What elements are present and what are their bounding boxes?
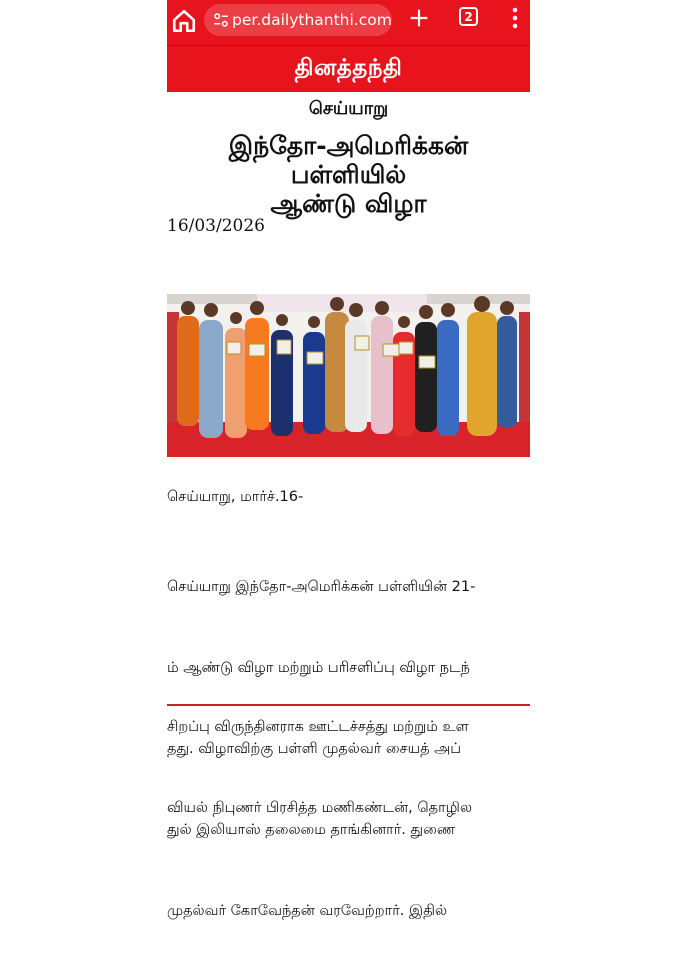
paragraph-1-line: முதல்வர் கோவேந்தன் வரவேற்றார். இதில் bbox=[167, 903, 448, 919]
article-date: 16/03/2026 bbox=[167, 216, 265, 236]
paragraph-1-line: தது. விழாவிற்கு பள்ளி முதல்வர் சையத் அப் bbox=[167, 741, 462, 757]
headline-line-1: இந்தோ-அமெரிக்கன் பள்ளியில் bbox=[228, 131, 469, 189]
article-dateline: செய்யாறு, மார்ச்.16- bbox=[167, 489, 304, 505]
tab-switcher-icon[interactable] bbox=[459, 7, 478, 26]
article-photo[interactable] bbox=[167, 272, 530, 457]
paragraph-1-line: ம் ஆண்டு விழா மற்றும் பரிசளிப்பு விழா நடந் bbox=[167, 660, 470, 676]
new-tab-icon[interactable] bbox=[409, 8, 429, 28]
newspaper-masthead[interactable] bbox=[167, 45, 530, 92]
group-photo-image bbox=[167, 272, 530, 457]
more-menu-icon[interactable] bbox=[511, 7, 519, 29]
home-icon[interactable] bbox=[171, 8, 197, 34]
headline-line-2: ஆண்டு விழா bbox=[270, 189, 427, 218]
paragraph-2-line: வியல் நிபுணர் பிரசித்த மணிகண்டன், தொழில bbox=[167, 800, 472, 816]
page-column bbox=[167, 0, 530, 919]
article-place: செய்யாறு bbox=[308, 98, 389, 119]
paragraph-2-line: சிறப்பு விருந்தினராக ஊட்டச்சத்து மற்றும் உள bbox=[167, 719, 469, 735]
tab-count: 2 bbox=[464, 9, 473, 24]
address-bar[interactable] bbox=[204, 4, 392, 36]
browser-toolbar bbox=[167, 0, 530, 45]
paragraph-1-line: செய்யாறு இந்தோ-அமெரிக்கன் பள்ளியின் 21- bbox=[167, 579, 476, 595]
paragraph-1-line: துல் இலியாஸ் தலைமை தாங்கினார். துணை bbox=[167, 822, 456, 838]
url-text[interactable]: per.dailythanthi.com bbox=[232, 11, 392, 29]
article-headline bbox=[167, 131, 530, 218]
brand-logo: தினத்தந்தி bbox=[294, 54, 403, 81]
article-paragraph-2 bbox=[167, 660, 530, 876]
text-underline bbox=[167, 704, 530, 706]
site-settings-icon[interactable] bbox=[212, 11, 230, 29]
